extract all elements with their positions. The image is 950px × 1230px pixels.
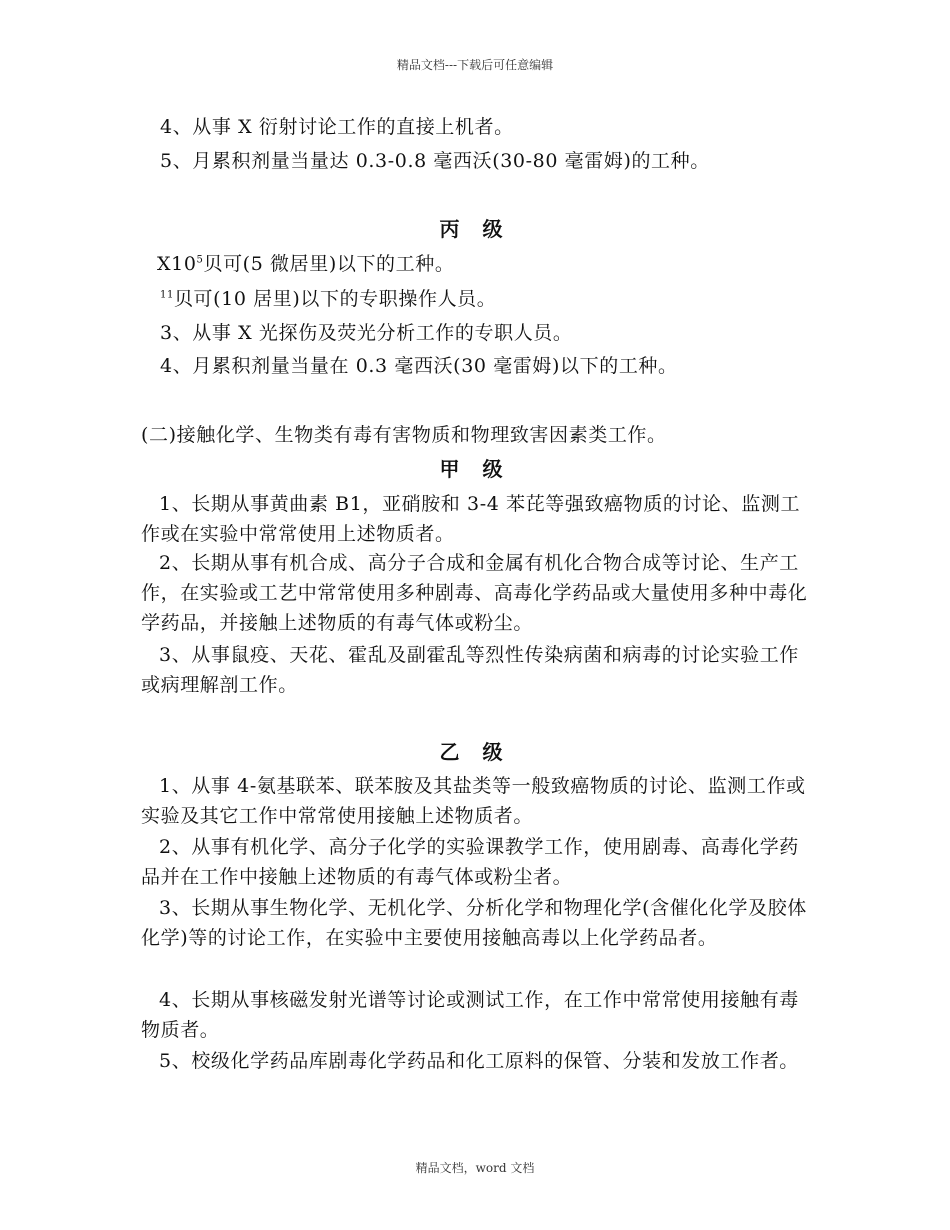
section2-title: (二)接触化学、生物类有毒有害物质和物理致害因素类工作。: [141, 424, 667, 446]
bing-item-1-text: 贝可(5 微居里)以下的工种。: [203, 253, 455, 275]
heading-jia: 甲 级: [439, 457, 511, 481]
bing-item-3: 3、从事 X 光探伤及荧光分析工作的专职人员。: [160, 322, 573, 344]
jia-item-2: 2、长期从事有机合成、高分子合成和金属有机化合物合成等讨论、生产工作，在实验或工艺中常常使用多种剧毒、高毒化学药品或大量使用多种中毒化学药品，并接触上述物质的有毒气体或粉尘。: [141, 552, 808, 634]
bing-item-2: [160, 284, 496, 314]
heading-yi: 乙 级: [439, 740, 511, 764]
bing-item-4: 4、月累积剂量当量在 0.3 毫西沃(30 毫雷姆)以下的工种。: [160, 355, 678, 377]
bing-item-2-sup: 11: [160, 289, 174, 301]
jia-item-1: 1、长期从事黄曲素 B1，亚硝胺和 3-4 苯芘等强致癌物质的讨论、监测工作或在实验中常常使用上述物质者。: [141, 493, 801, 545]
bing-item-1: [157, 249, 454, 279]
yi-item-5: 5、校级化学药品库剧毒化学药品和化工原料的保管、分装和发放工作者。: [159, 1050, 799, 1072]
bing-item-1-sup: 5: [196, 254, 204, 266]
yi-item-1: 1、从事 4-氨基联苯、联苯胺及其盐类等一般致癌物质的讨论、监测工作或实验及其它工作中常常使用接触上述物质者。: [141, 775, 806, 827]
bing-item-1-prefix: X10: [157, 253, 197, 275]
yi-item-3: 3、长期从事生物化学、无机化学、分析化学和物理化学(含催化化学及胶体化学)等的讨论工作，在实验中主要使用接触高毒以上化学药品者。: [141, 897, 807, 949]
page-footer: 精品文档，word 文档: [415, 1161, 535, 1175]
heading-bing: 丙 级: [439, 217, 511, 241]
page-header: 精品文档---下载后可任意编辑: [396, 58, 554, 72]
top-item-5: 5、月累积剂量当量达 0.3-0.8 毫西沃(30-80 毫雷姆)的工种。: [160, 150, 710, 172]
yi-item-4: 4、长期从事核磁发射光谱等讨论或测试工作，在工作中常常使用接触有毒物质者。: [141, 989, 799, 1041]
jia-item-3: 3、从事鼠疫、天花、霍乱及副霍乱等烈性传染病菌和病毒的讨论实验工作或病理解剖工作。: [141, 644, 799, 696]
top-item-4: 4、从事 X 衍射讨论工作的直接上机者。: [160, 116, 514, 138]
bing-item-2-text: 贝可(10 居里)以下的专职操作人员。: [173, 288, 497, 310]
yi-item-2: 2、从事有机化学、高分子化学的实验课教学工作，使用剧毒、高毒化学药品并在工作中接触上述物质的有毒气体或粉尘者。: [141, 836, 799, 888]
